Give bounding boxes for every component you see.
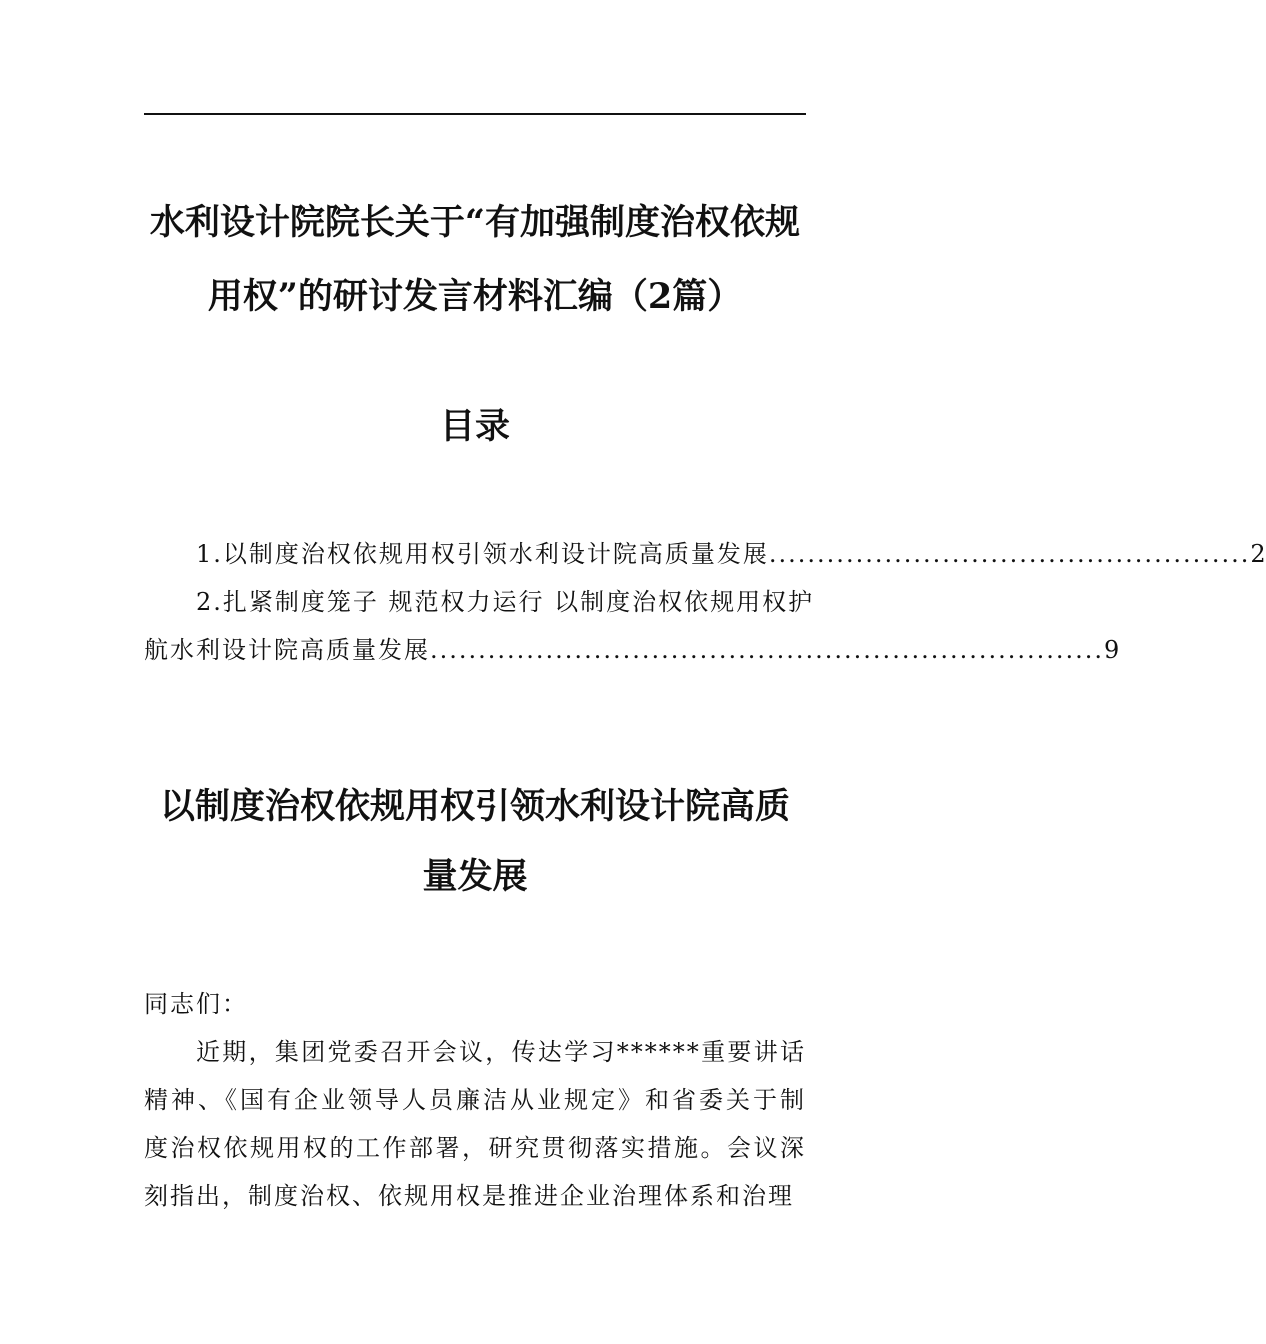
toc-leader-dots: ...................................................................... xyxy=(430,636,1105,664)
section-title: 以制度治权依规用权引领水利设计院高质量发展 xyxy=(159,786,790,897)
toc-entry-2-text-line1: 2.扎紧制度笼子 规范权力运行 以制度治权依规用权护 xyxy=(196,588,815,616)
top-rule xyxy=(144,113,806,115)
toc-entry-1-text: 1.以制度治权依规用权引领水利设计院高质量发展 xyxy=(196,540,769,568)
table-of-contents xyxy=(144,530,1266,674)
section-body xyxy=(144,980,806,1220)
toc-heading: 目录 xyxy=(439,406,510,447)
body-paragraph: 近期，集团党委召开会议，传达学习******重要讲话精神、《国有企业领导人员廉洁从业规定》和省委关于制度治权依规用权的工作部署，研究贯彻落实措施。会议深刻指出，制度治权、依规用权是推进企业治理体系和治理 xyxy=(144,1038,806,1210)
salutation: 同志们： xyxy=(144,990,248,1018)
toc-entry-1[interactable] xyxy=(144,530,1266,578)
toc-entry-1-page: 2 xyxy=(1250,540,1266,568)
document-title: 水利设计院院长关于“有加强制度治权依规用权”的研讨发言材料汇编（2篇） xyxy=(149,202,801,317)
toc-entry-2[interactable] xyxy=(144,578,815,626)
toc-leader-dots: .................................................. xyxy=(768,540,1251,568)
toc-entry-2-continued[interactable] xyxy=(144,626,1120,674)
toc-entry-2-page: 9 xyxy=(1104,636,1120,664)
toc-entry-2-text-line2: 航水利设计院高质量发展 xyxy=(144,636,430,664)
